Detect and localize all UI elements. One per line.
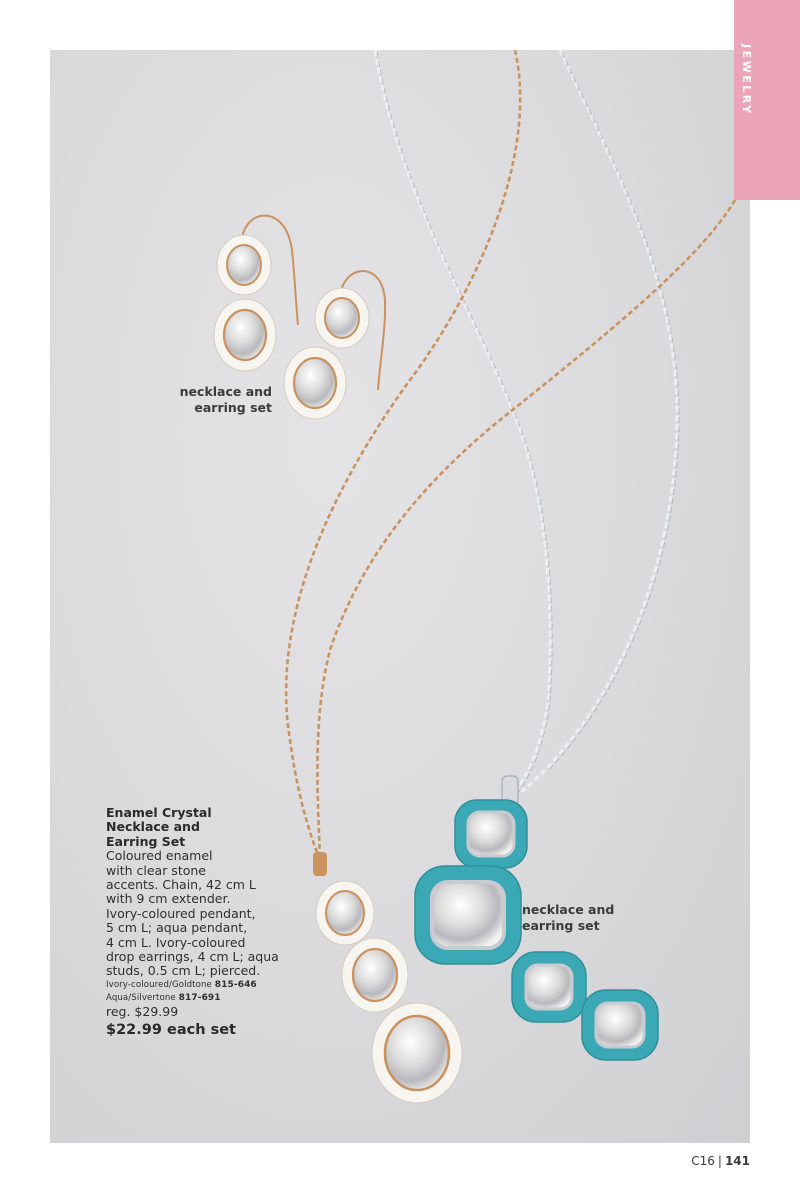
detail-line: studs, 0.5 cm L; pierced. — [106, 963, 261, 979]
product-description — [106, 806, 296, 1038]
folio-section: C16 — [691, 1154, 715, 1168]
aqua-stud-left — [512, 952, 586, 1022]
detail-line: Coloured enamel — [106, 848, 213, 864]
page-folio — [691, 1154, 750, 1168]
title-line: Necklace and — [106, 819, 200, 835]
variant-ivory — [106, 979, 296, 992]
ivory-earring-right — [284, 271, 385, 419]
earrings-caption — [150, 384, 272, 416]
aqua-pendant — [415, 776, 527, 964]
variant-code: 815-646 — [214, 979, 257, 990]
aqua-stud-right — [582, 990, 658, 1060]
caption-line: necklace and — [522, 902, 615, 917]
caption-line: earring set — [194, 400, 272, 415]
product-title — [106, 806, 296, 849]
folio-separator: | — [717, 1154, 722, 1168]
aqua-set-caption — [522, 902, 662, 934]
detail-line: 5 cm L; aqua pendant, — [106, 920, 248, 936]
section-tab-label: JEWELRY — [740, 44, 753, 116]
caption-line: earring set — [522, 918, 600, 933]
detail-line: Ivory-coloured pendant, — [106, 905, 256, 921]
product-details — [106, 849, 296, 979]
title-line: Earring Set — [106, 833, 186, 849]
silver-chain-shadow — [377, 52, 679, 802]
variant-aqua — [106, 992, 296, 1005]
detail-line: accents. Chain, 42 cm L — [106, 877, 256, 893]
title-line: Enamel Crystal — [106, 805, 212, 820]
detail-line: with clear stone — [106, 862, 206, 878]
detail-line: drop earrings, 4 cm L; aqua — [106, 949, 279, 965]
variant-name: Aqua/Silvertone — [106, 992, 176, 1003]
ivory-earring-left — [214, 216, 298, 371]
variant-code: 817-691 — [178, 992, 221, 1003]
page-number: 141 — [724, 1154, 750, 1168]
regular-price: reg. $29.99 — [106, 1003, 179, 1019]
silver-chain — [375, 50, 677, 800]
gold-chain — [286, 50, 735, 860]
detail-line: with 9 cm extender. — [106, 891, 231, 907]
detail-line: 4 cm L. Ivory-coloured — [106, 934, 246, 950]
caption-line: necklace and — [179, 384, 272, 399]
variant-name: Ivory-coloured/Goldtone — [106, 979, 212, 990]
sale-price: $22.99 each set — [106, 1022, 236, 1039]
